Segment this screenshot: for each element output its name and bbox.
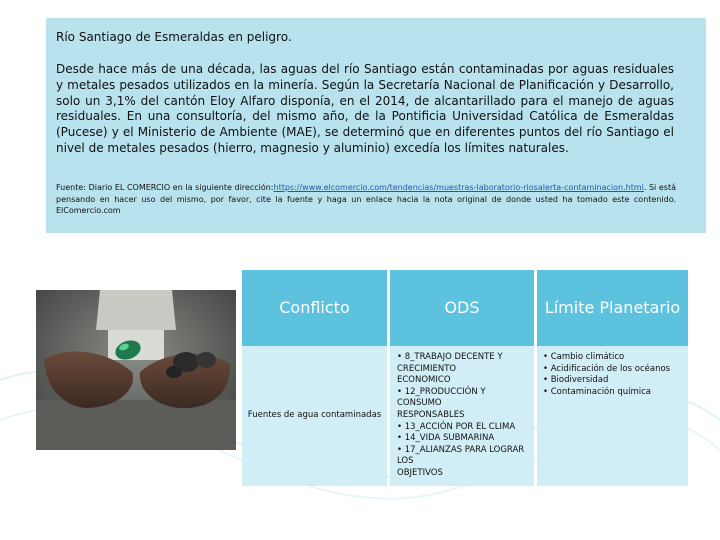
hands-holding-stones-photo: [36, 290, 236, 450]
header-limite-planetario: Límite Planetario: [537, 270, 688, 346]
limit-item: • Cambio climático: [543, 352, 625, 362]
source-prefix: Fuente: Diario EL COMERCIO en la siguiente dirección:: [56, 183, 274, 192]
ods-line: • 14_VIDA SUBMARINA: [397, 433, 495, 444]
ods-line: LOS: [397, 456, 414, 467]
ods-line: OBJETIVOS: [397, 467, 443, 478]
limit-item: • Acidificación de los océanos: [543, 363, 671, 374]
ods-line: RESPONSABLES: [397, 409, 465, 420]
ods-line: • 17_ALIANZAS PARA LOGRAR: [397, 444, 525, 455]
ods-cell: [390, 346, 534, 486]
conflict-cell: [242, 346, 387, 486]
page-title: Río Santiago de Esmeraldas en peligro.: [56, 30, 292, 44]
ods-line: • 13_ACCIÓN POR EL CLIMA: [397, 421, 516, 432]
source-link[interactable]: https://www.elcomercio.com/tendencias/muestras-laboratorio-riosalerta-contaminacion.html: [273, 183, 644, 192]
limit-item: • Biodiversidad: [543, 375, 609, 386]
body-paragraph: Desde hace más de una década, las aguas del río Santiago están contaminadas por aguas residuales y metales pesados utilizados en la minería. Según la Secretaría Nacional de Planificación y Desarrollo, solo un 3,1% del cantón Eloy Alfaro disponía, en el 2014, de alcantarillado para el manejo de aguas residuales. En una consultoría, del mismo año, de la Pontificia Universidad Católica de Esmeraldas (Pucese) y el Ministerio de Ambiente (MAE), se determinó que en diferentes puntos del río Santiago el nivel de metales pesados (hierro, magnesio y aluminio) excedía los límites naturales.: [56, 62, 674, 155]
ods-line: • 8_TRABAJO DECENTE Y: [397, 352, 503, 362]
ods-line: • 12_PRODUCCIÓN Y: [397, 386, 486, 397]
conflict-text: Fuentes de agua contaminadas: [247, 410, 382, 421]
ods-line: CRECIMIENTO: [397, 363, 457, 374]
header-conflicto: Conflicto: [242, 270, 387, 346]
source-citation: [56, 182, 676, 217]
ods-line: ECONOMICO: [397, 375, 451, 386]
summary-table: [242, 270, 688, 486]
source-suffix: . Si está pensando en hacer uso del mismo, por favor, cite la fuente y haga un enlace hacia la nota original de donde usted ha tomado este contenido. ElComercio.com: [56, 183, 676, 215]
limit-item: • Contaminación química: [543, 386, 652, 397]
header-ods: ODS: [390, 270, 534, 346]
limits-cell: [537, 346, 688, 486]
ods-line: CONSUMO: [397, 398, 442, 409]
